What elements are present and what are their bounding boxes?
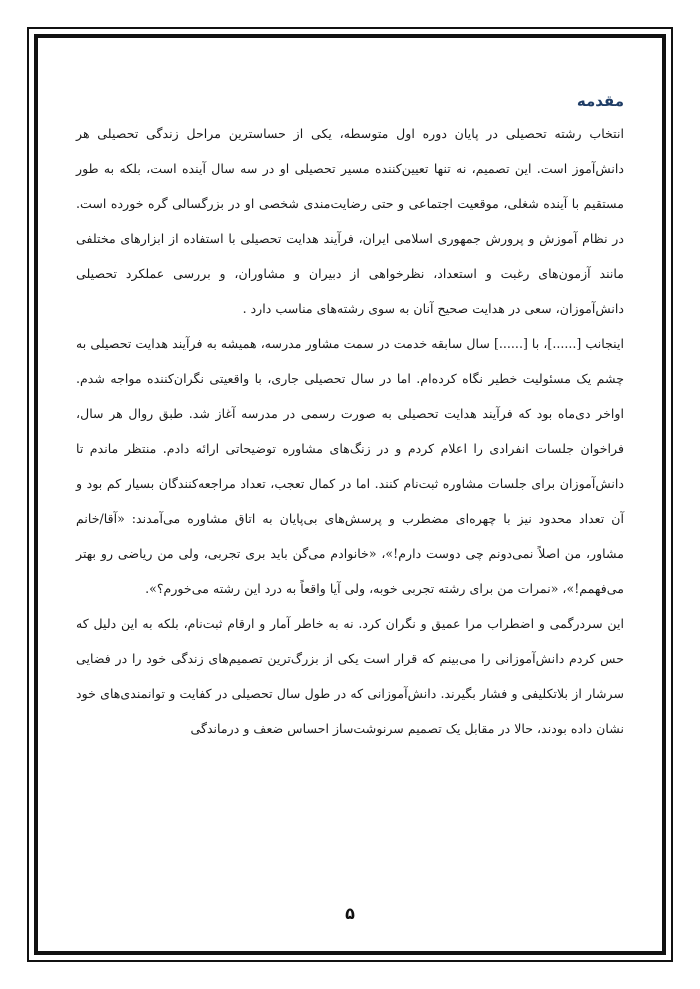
paragraph-3: این سردرگمی و اضطراب مرا عمیق و نگران کرد. نه به خاطر آمار و ارقام ثبت‌نام، بلکه به این دلیل که حس کردم دانش‌آموزانی را می‌بینم که قرار است یکی از بزرگ‌ترین تصمیم‌های زندگی خود را در فضایی سرشار از بلاتکلیفی و فشار بگیرند. دانش‌آموزانی که در طول سال تحصیلی در کفایت و توانمندی‌های خود نشان داده بودند، حالا در مقابل یک تصمیم سرنوشت‌ساز احساس ضعف و درماندگی xyxy=(76,616,624,736)
page-number: ۵ xyxy=(345,904,355,923)
section-title: مقدمه xyxy=(576,92,624,110)
document-body xyxy=(76,92,624,746)
paragraph-1: انتخاب رشته تحصیلی در پایان دوره اول متوسطه، یکی از حساسترین مراحل زندگی تحصیلی هر دانش‌آموز است. این تصمیم، نه تنها تعیین‌کننده مسیر تحصیلی او در سه سال آینده است، بلکه به طور مستقیم با آینده شغلی، موقعیت اجتماعی و حتی رضایت‌مندی شخصی او در بزرگسالی گره خورده است. در نظام آموزش و پرورش جمهوری اسلامی ایران، فرآیند هدایت تحصیلی با استفاده از ابزارهای مختلفی مانند آزمون‌های رغبت و استعداد، نظرخواهی از دبیران و مشاوران، و بررسی عملکرد تحصیلی دانش‌آموزان، سعی در هدایت صحیح آنان به سوی رشته‌های مناسب دارد . xyxy=(76,126,624,316)
paragraph-2: اینجانب [......]، با [......] سال سابقه خدمت در سمت مشاور مدرسه، همیشه به فرآیند هدایت تحصیلی به چشم یک مسئولیت خطیر نگاه کرده‌ام. اما در سال تحصیلی جاری، با واقعیتی نگران‌کننده مواجه شدم. اواخر دی‌ماه بود که فرآیند هدایت تحصیلی به صورت رسمی در مدرسه آغاز شد. طبق روال هر سال، فراخوان جلسات انفرادی را اعلام کردم و در زنگ‌های مشاوره توضیحاتی ارائه دادم. منتظر ماندم تا دانش‌آموزان برای جلسات مشاوره ثبت‌نام کنند. اما در کمال تعجب، تعداد مراجعه‌کنندگان بسیار کم بود و آن تعداد محدود نیز با چهره‌ای مضطرب و پرسش‌های بی‌پایان به اتاق مشاوره می‌آمدند: «آقا/خانم مشاور، من اصلاً نمی‌دونم چی دوست دارم!»، «خانوادم می‌گن باید بری تجربی، ولی من ریاضی رو بهتر می‌فهمم!»، «نمرات من برای رشته تجربی خوبه، ولی آیا واقعاً به درد این رشته می‌خورم؟». xyxy=(76,336,624,596)
